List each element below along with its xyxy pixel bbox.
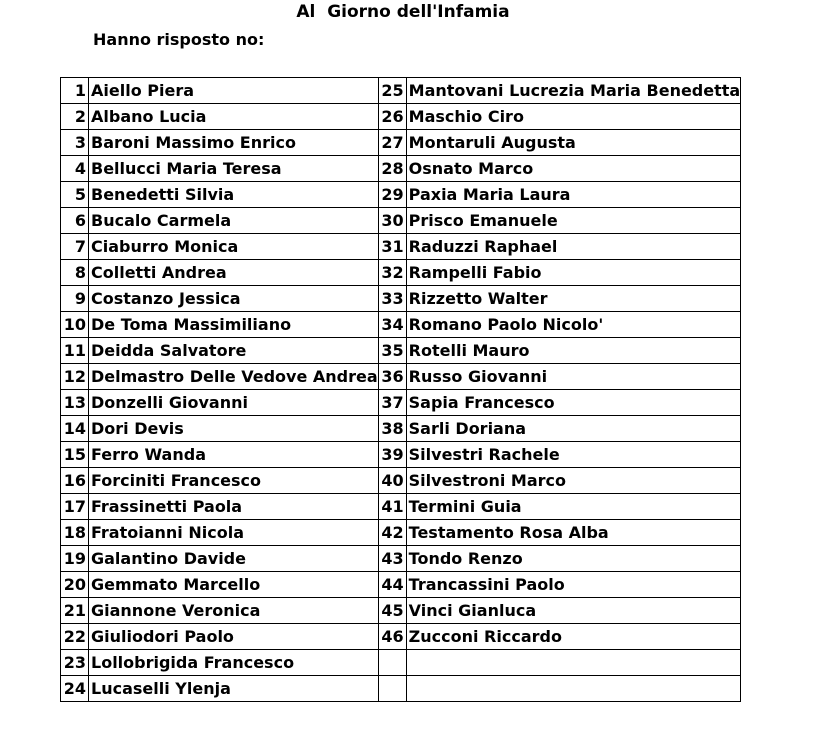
right-row-number: 34 — [378, 312, 406, 338]
left-row-number: 22 — [61, 624, 89, 650]
left-row-number: 11 — [61, 338, 89, 364]
left-member-name: Ciaburro Monica — [89, 234, 379, 260]
table-row — [61, 338, 741, 364]
left-member-name: Colletti Andrea — [89, 260, 379, 286]
left-row-number: 8 — [61, 260, 89, 286]
left-member-name: Dori Devis — [89, 416, 379, 442]
right-member-name: Silvestri Rachele — [406, 442, 741, 468]
right-member-name: Rotelli Mauro — [406, 338, 741, 364]
right-row-number: 36 — [378, 364, 406, 390]
right-member-name: Russo Giovanni — [406, 364, 741, 390]
right-row-number: 38 — [378, 416, 406, 442]
table-row — [61, 130, 741, 156]
left-member-name: Bellucci Maria Teresa — [89, 156, 379, 182]
left-member-name: De Toma Massimiliano — [89, 312, 379, 338]
table-row — [61, 260, 741, 286]
table-row — [61, 494, 741, 520]
right-member-name: Vinci Gianluca — [406, 598, 741, 624]
left-row-number: 24 — [61, 676, 89, 702]
table-row — [61, 468, 741, 494]
left-member-name: Fratoianni Nicola — [89, 520, 379, 546]
right-member-name: Mantovani Lucrezia Maria Benedetta — [406, 78, 741, 104]
right-member-name — [406, 650, 741, 676]
left-row-number: 23 — [61, 650, 89, 676]
left-row-number: 7 — [61, 234, 89, 260]
right-member-name: Prisco Emanuele — [406, 208, 741, 234]
left-row-number: 15 — [61, 442, 89, 468]
right-member-name: Termini Guia — [406, 494, 741, 520]
left-member-name: Galantino Davide — [89, 546, 379, 572]
right-member-name: Rizzetto Walter — [406, 286, 741, 312]
table-row — [61, 156, 741, 182]
left-member-name: Albano Lucia — [89, 104, 379, 130]
right-row-number: 29 — [378, 182, 406, 208]
left-member-name: Delmastro Delle Vedove Andrea — [89, 364, 379, 390]
right-row-number: 31 — [378, 234, 406, 260]
right-member-name: Sapia Francesco — [406, 390, 741, 416]
left-row-number: 5 — [61, 182, 89, 208]
left-member-name: Deidda Salvatore — [89, 338, 379, 364]
right-row-number: 44 — [378, 572, 406, 598]
document-subtitle: Hanno risposto no: — [93, 30, 265, 49]
table-row — [61, 104, 741, 130]
right-row-number: 28 — [378, 156, 406, 182]
right-member-name: Osnato Marco — [406, 156, 741, 182]
table-row — [61, 676, 741, 702]
left-member-name: Donzelli Giovanni — [89, 390, 379, 416]
right-member-name: Zucconi Riccardo — [406, 624, 741, 650]
left-row-number: 17 — [61, 494, 89, 520]
table-row — [61, 572, 741, 598]
left-member-name: Lucaselli Ylenja — [89, 676, 379, 702]
left-row-number: 21 — [61, 598, 89, 624]
right-row-number: 46 — [378, 624, 406, 650]
right-row-number: 27 — [378, 130, 406, 156]
table-row — [61, 624, 741, 650]
table-row — [61, 208, 741, 234]
right-member-name: Paxia Maria Laura — [406, 182, 741, 208]
names-table-body — [61, 78, 741, 702]
left-row-number: 20 — [61, 572, 89, 598]
left-member-name: Ferro Wanda — [89, 442, 379, 468]
right-member-name: Trancassini Paolo — [406, 572, 741, 598]
right-member-name: Maschio Ciro — [406, 104, 741, 130]
table-row — [61, 598, 741, 624]
left-row-number: 3 — [61, 130, 89, 156]
right-member-name: Raduzzi Raphael — [406, 234, 741, 260]
right-row-number: 37 — [378, 390, 406, 416]
right-member-name: Romano Paolo Nicolo' — [406, 312, 741, 338]
table-row — [61, 520, 741, 546]
left-row-number: 14 — [61, 416, 89, 442]
left-member-name: Lollobrigida Francesco — [89, 650, 379, 676]
left-member-name: Costanzo Jessica — [89, 286, 379, 312]
right-member-name: Testamento Rosa Alba — [406, 520, 741, 546]
left-row-number: 4 — [61, 156, 89, 182]
left-row-number: 9 — [61, 286, 89, 312]
right-row-number: 25 — [378, 78, 406, 104]
left-row-number: 10 — [61, 312, 89, 338]
right-row-number — [378, 676, 406, 702]
right-row-number: 33 — [378, 286, 406, 312]
right-member-name: Sarli Doriana — [406, 416, 741, 442]
table-row — [61, 442, 741, 468]
table-row — [61, 390, 741, 416]
left-member-name: Forciniti Francesco — [89, 468, 379, 494]
right-row-number: 41 — [378, 494, 406, 520]
table-row — [61, 234, 741, 260]
left-member-name: Benedetti Silvia — [89, 182, 379, 208]
table-row — [61, 650, 741, 676]
left-row-number: 13 — [61, 390, 89, 416]
right-member-name: Tondo Renzo — [406, 546, 741, 572]
table-row — [61, 546, 741, 572]
left-row-number: 18 — [61, 520, 89, 546]
right-row-number: 35 — [378, 338, 406, 364]
left-row-number: 1 — [61, 78, 89, 104]
table-row — [61, 78, 741, 104]
table-row — [61, 364, 741, 390]
left-member-name: Baroni Massimo Enrico — [89, 130, 379, 156]
right-member-name: Silvestroni Marco — [406, 468, 741, 494]
table-row — [61, 416, 741, 442]
right-row-number: 39 — [378, 442, 406, 468]
left-member-name: Aiello Piera — [89, 78, 379, 104]
right-member-name: Rampelli Fabio — [406, 260, 741, 286]
right-row-number: 42 — [378, 520, 406, 546]
right-row-number: 30 — [378, 208, 406, 234]
left-member-name: Giuliodori Paolo — [89, 624, 379, 650]
left-row-number: 16 — [61, 468, 89, 494]
left-row-number: 6 — [61, 208, 89, 234]
left-member-name: Frassinetti Paola — [89, 494, 379, 520]
table-row — [61, 182, 741, 208]
names-table — [60, 77, 741, 702]
left-row-number: 12 — [61, 364, 89, 390]
left-row-number: 2 — [61, 104, 89, 130]
left-row-number: 19 — [61, 546, 89, 572]
right-member-name: Montaruli Augusta — [406, 130, 741, 156]
right-row-number — [378, 650, 406, 676]
right-row-number: 32 — [378, 260, 406, 286]
table-row — [61, 286, 741, 312]
left-member-name: Bucalo Carmela — [89, 208, 379, 234]
right-row-number: 26 — [378, 104, 406, 130]
left-member-name: Giannone Veronica — [89, 598, 379, 624]
right-row-number: 45 — [378, 598, 406, 624]
document-title: Al Giorno dell'Infamia — [296, 2, 510, 22]
left-member-name: Gemmato Marcello — [89, 572, 379, 598]
right-row-number: 40 — [378, 468, 406, 494]
table-row — [61, 312, 741, 338]
right-member-name — [406, 676, 741, 702]
right-row-number: 43 — [378, 546, 406, 572]
